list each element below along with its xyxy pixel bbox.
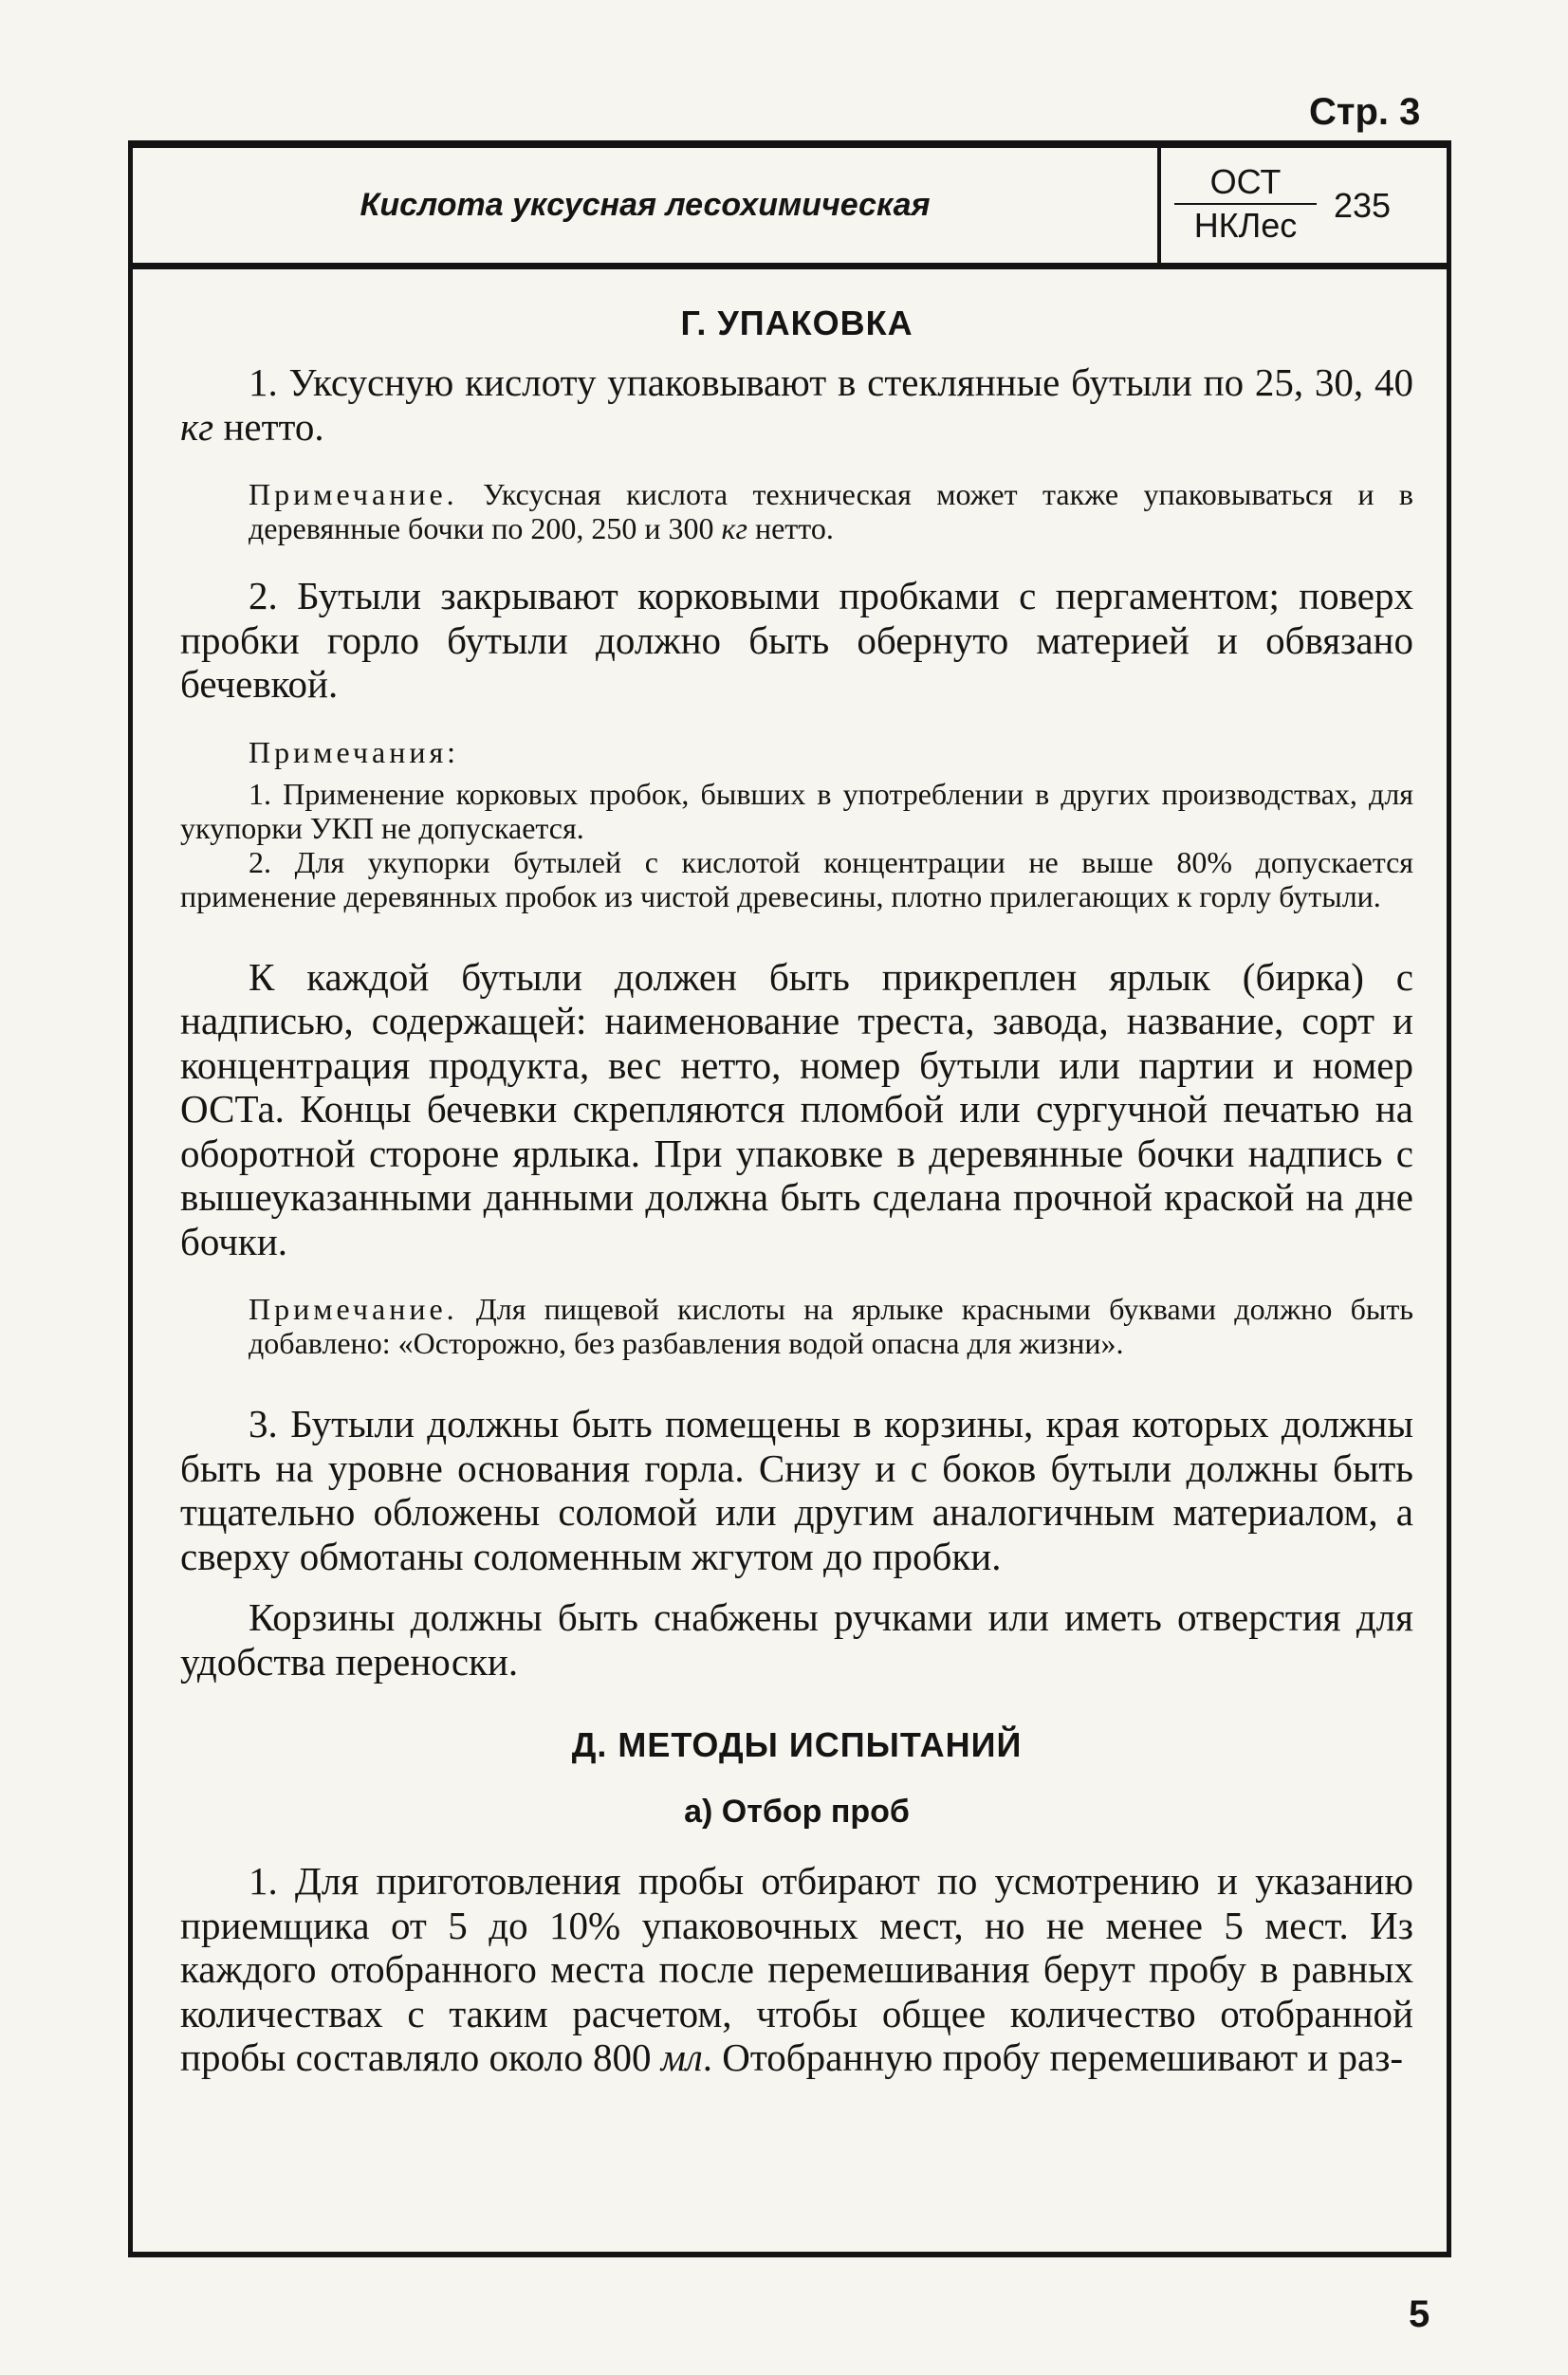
subheading-sampling: а) Отбор проб — [684, 1794, 910, 1830]
page-label: Стр. 3 — [1309, 91, 1421, 133]
note-lead: Примечание. — [249, 477, 458, 511]
notes-2-item-2: 2. Для укупорки бутылей с кислотой концентрации не выше 80% допускается применение деревянных пробок из чистой древесины, плотно прилегающих к горлу бутыли. — [180, 844, 1413, 913]
standard-numerator: ОСТ — [1174, 163, 1317, 205]
paragraph-5: Корзины должны быть снабжены ручками или иметь отверстия для удобства переноски. — [180, 1595, 1413, 1684]
standard-denominator: НКЛес — [1193, 206, 1298, 245]
standard-designation — [1174, 163, 1430, 250]
standard-code: 235 — [1334, 186, 1392, 225]
standard-fraction — [1174, 163, 1317, 247]
paragraph-sampling: 1. Для приготовления пробы отбирают по усмотрению и указанию приемщика от 5 до 10% упаковочных мест, но не менее 5 мест. Из каждого отобранного места после перемешивания берут пробу в равных количествах с таким расчетом, чтобы общее количество отобранной пробы составляло около 800 мл. Отобранную пробу перемешивают и раз- — [180, 1859, 1413, 2079]
header-divider — [1157, 148, 1161, 263]
document-header — [133, 148, 1447, 269]
paragraph-3: К каждой бутыли должен быть прикреплен ярлык (бирка) с надписью, содержащей: наименование треста, завода, название, сорт и концентрация продукта, вес нетто, номер бутыли или партии и номер ОСТа. Концы бечевки скрепляются пломбой или сургучной печатью на оборотной стороне ярлыка. При упаковке в деревянные бочки надпись с вышеуказанными данными должна быть сделана прочной краской на дне бочки. — [180, 954, 1413, 1263]
unit-kg: кг — [721, 511, 747, 545]
document-title: Кислота уксусная лесохимическая — [360, 187, 931, 223]
unit-ml: мл — [660, 2035, 703, 2079]
paragraph-4: 3. Бутыли должны быть помещены в корзины, края которых должны быть на уровне основания горла. Снизу и с боков бутыли должны быть тщательно обложены соломой или другим аналогичным материалом, а сверху обмотаны соломенным жгутом до пробки. — [180, 1402, 1413, 1578]
notes-2-lead: Примечания: — [249, 734, 460, 769]
unit-kg: кг — [180, 404, 214, 449]
paragraph-1: 1. Уксусную кислоту упаковывают в стеклянные бутыли по 25, 30, 40 кг нетто. — [180, 360, 1413, 449]
section-heading-packaging: Г. УПАКОВКА — [680, 304, 913, 342]
notes-2-item-1: 1. Применение корковых пробок, бывших в употреблении в других производствах, для укупорки УКП не допускается. — [180, 776, 1413, 845]
paragraph-2: 2. Бутыли закрывают корковыми пробками с пергаментом; поверх пробки горло бутыли должно быть обернуто материей и обвязано бечевкой. — [180, 574, 1413, 706]
note-1: Примечание. Уксусная кислота техническая может также упаковываться и в деревянные бочки по 200, 250 и 300 кг нетто. — [249, 477, 1413, 545]
page-number: 5 — [1409, 2293, 1430, 2335]
section-heading-test-methods: Д. МЕТОДЫ ИСПЫТАНИЙ — [571, 1725, 1023, 1764]
page-content — [180, 304, 1413, 2080]
note-3: Примечание. Для пищевой кислоты на ярлыке красными буквами должно быть добавлено: «Осторожно, без разбавления водой опасна для жизни». — [249, 1292, 1413, 1360]
